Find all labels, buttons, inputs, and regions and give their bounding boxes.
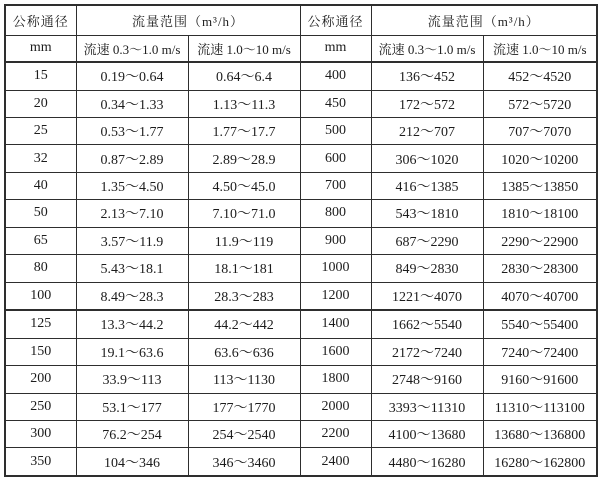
table-row: [5, 282, 597, 310]
flow-range-cell: 44.2～442: [188, 310, 300, 338]
diameter-cell: 2000: [300, 393, 371, 420]
diameter-cell: 25: [5, 118, 76, 145]
flow-range-cell: 136～452: [371, 62, 483, 90]
table-row: [5, 118, 597, 145]
flow-range-cell: 2172～7240: [371, 338, 483, 365]
diameter-cell: 2200: [300, 420, 371, 447]
table-header: [5, 5, 597, 62]
table-row: [5, 448, 597, 476]
header-row-main: [5, 5, 597, 35]
left-high-velocity-header: 流速 1.0～10 m/s: [188, 35, 300, 62]
flow-range-cell: 13680～136800: [483, 420, 597, 447]
table-row: [5, 145, 597, 172]
diameter-cell: 250: [5, 393, 76, 420]
flow-range-cell: 543～1810: [371, 200, 483, 227]
flow-range-cell: 707～7070: [483, 118, 597, 145]
flow-range-cell: 3.57～11.9: [76, 227, 188, 254]
table-row: [5, 90, 597, 117]
table-row: [5, 366, 597, 393]
right-high-velocity-header: 流速 1.0～10 m/s: [483, 35, 597, 62]
flow-range-cell: 849～2830: [371, 255, 483, 282]
flow-range-cell: 11310～113100: [483, 393, 597, 420]
flow-range-cell: 172～572: [371, 90, 483, 117]
flow-range-cell: 28.3～283: [188, 282, 300, 310]
flow-range-cell: 8.49～28.3: [76, 282, 188, 310]
flow-range-cell: 19.1～63.6: [76, 338, 188, 365]
flow-range-cell: 2830～28300: [483, 255, 597, 282]
diameter-cell: 1400: [300, 310, 371, 338]
flow-range-cell: 0.53～1.77: [76, 118, 188, 145]
flow-range-cell: 0.87～2.89: [76, 145, 188, 172]
table-row: [5, 393, 597, 420]
diameter-cell: 900: [300, 227, 371, 254]
diameter-cell: 150: [5, 338, 76, 365]
flow-range-cell: 2290～22900: [483, 227, 597, 254]
diameter-cell: 800: [300, 200, 371, 227]
flow-range-cell: 2.89～28.9: [188, 145, 300, 172]
flow-range-cell: 63.6～636: [188, 338, 300, 365]
flow-range-cell: 1020～10200: [483, 145, 597, 172]
flow-range-cell: 1.35～4.50: [76, 172, 188, 199]
left-diameter-header: 公称通径: [5, 5, 76, 35]
flow-range-table: [4, 4, 598, 477]
diameter-cell: 350: [5, 448, 76, 476]
right-diameter-header: 公称通径: [300, 5, 371, 35]
flow-range-cell: 452～4520: [483, 62, 597, 90]
table-row: [5, 338, 597, 365]
diameter-cell: 100: [5, 282, 76, 310]
flow-range-cell: 53.1～177: [76, 393, 188, 420]
flow-range-cell: 76.2～254: [76, 420, 188, 447]
table-row: [5, 310, 597, 338]
flow-range-cell: 33.9～113: [76, 366, 188, 393]
diameter-cell: 200: [5, 366, 76, 393]
diameter-cell: 1600: [300, 338, 371, 365]
diameter-cell: 600: [300, 145, 371, 172]
diameter-cell: 20: [5, 90, 76, 117]
flow-range-cell: 0.64～6.4: [188, 62, 300, 90]
right-low-velocity-header: 流速 0.3～1.0 m/s: [371, 35, 483, 62]
flow-range-cell: 1.13～11.3: [188, 90, 300, 117]
flow-range-cell: 9160～91600: [483, 366, 597, 393]
flow-range-cell: 18.1～181: [188, 255, 300, 282]
flow-range-cell: 5540～55400: [483, 310, 597, 338]
flow-range-cell: 4070～40700: [483, 282, 597, 310]
flow-range-cell: 687～2290: [371, 227, 483, 254]
left-unit-header: mm: [5, 35, 76, 62]
diameter-cell: 400: [300, 62, 371, 90]
flow-range-cell: 572～5720: [483, 90, 597, 117]
diameter-cell: 700: [300, 172, 371, 199]
diameter-cell: 32: [5, 145, 76, 172]
table-body: [5, 62, 597, 476]
diameter-cell: 2400: [300, 448, 371, 476]
table-row: [5, 420, 597, 447]
flow-range-cell: 7240～72400: [483, 338, 597, 365]
left-flow-header: 流量范围（m³/h）: [76, 5, 300, 35]
right-flow-header: 流量范围（m³/h）: [371, 5, 597, 35]
flow-range-cell: 113～1130: [188, 366, 300, 393]
flow-range-cell: 254～2540: [188, 420, 300, 447]
flow-range-cell: 13.3～44.2: [76, 310, 188, 338]
flow-range-cell: 4480～16280: [371, 448, 483, 476]
right-unit-header: mm: [300, 35, 371, 62]
diameter-cell: 1800: [300, 366, 371, 393]
flow-range-cell: 4100～13680: [371, 420, 483, 447]
flow-range-cell: 346～3460: [188, 448, 300, 476]
diameter-cell: 450: [300, 90, 371, 117]
table-row: [5, 227, 597, 254]
diameter-cell: 300: [5, 420, 76, 447]
diameter-cell: 65: [5, 227, 76, 254]
diameter-cell: 50: [5, 200, 76, 227]
left-low-velocity-header: 流速 0.3～1.0 m/s: [76, 35, 188, 62]
flow-range-cell: 11.9～119: [188, 227, 300, 254]
flow-range-cell: 177～1770: [188, 393, 300, 420]
flow-range-cell: 7.10～71.0: [188, 200, 300, 227]
flow-range-cell: 16280～162800: [483, 448, 597, 476]
diameter-cell: 80: [5, 255, 76, 282]
flow-range-cell: 212～707: [371, 118, 483, 145]
flow-range-cell: 2748～9160: [371, 366, 483, 393]
table-row: [5, 62, 597, 90]
flow-range-cell: 306～1020: [371, 145, 483, 172]
header-row-sub: [5, 35, 597, 62]
flow-range-cell: 0.19～0.64: [76, 62, 188, 90]
diameter-cell: 15: [5, 62, 76, 90]
flow-range-cell: 1221～4070: [371, 282, 483, 310]
flow-range-cell: 1810～18100: [483, 200, 597, 227]
diameter-cell: 40: [5, 172, 76, 199]
diameter-cell: 1000: [300, 255, 371, 282]
flow-range-cell: 0.34～1.33: [76, 90, 188, 117]
flow-range-cell: 4.50～45.0: [188, 172, 300, 199]
flow-range-cell: 1.77～17.7: [188, 118, 300, 145]
table-row: [5, 255, 597, 282]
flow-range-cell: 3393～11310: [371, 393, 483, 420]
flow-range-cell: 1662～5540: [371, 310, 483, 338]
flow-range-cell: 416～1385: [371, 172, 483, 199]
table-row: [5, 200, 597, 227]
table-row: [5, 172, 597, 199]
diameter-cell: 500: [300, 118, 371, 145]
flow-range-cell: 1385～13850: [483, 172, 597, 199]
diameter-cell: 125: [5, 310, 76, 338]
flow-range-cell: 5.43～18.1: [76, 255, 188, 282]
flow-range-cell: 2.13～7.10: [76, 200, 188, 227]
flow-range-cell: 104～346: [76, 448, 188, 476]
diameter-cell: 1200: [300, 282, 371, 310]
